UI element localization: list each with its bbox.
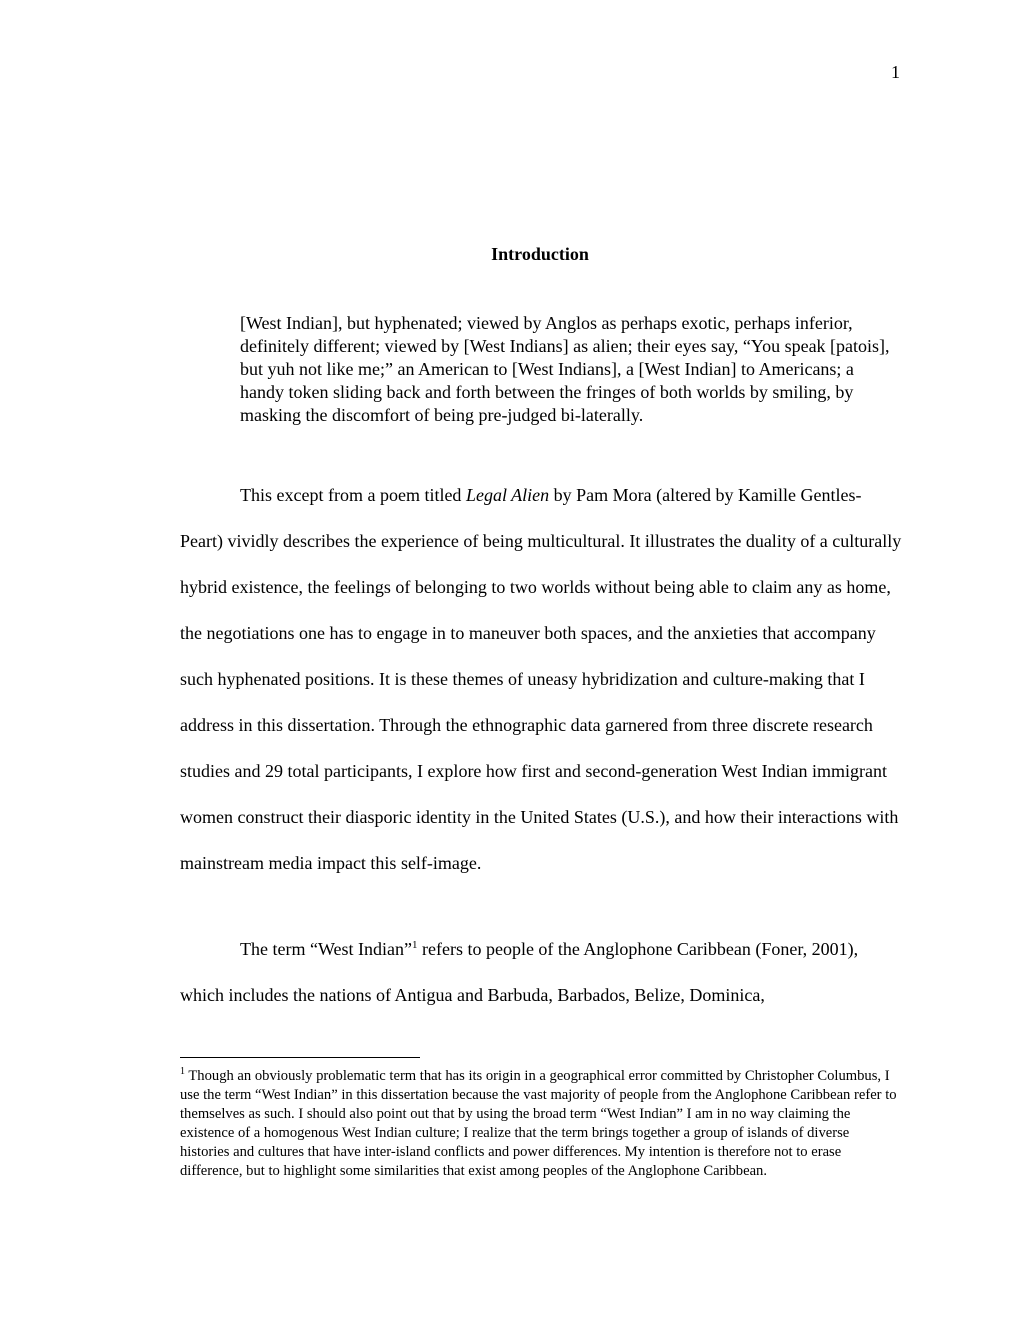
footnote-text: Though an obviously problematic term that has its origin in a geographical error committed by Christopher Columbus, I use the term “West Indian” in this dissertation because the vast majority of people from the Anglophone Caribbean refer to themselves as such. I should also point out that by using the broad term “West Indian” I am in no way claiming the existence of a homogenous West Indian culture; I realize that the term brings together a group of islands of diverse histories and cultures that have inter-island conflicts and power differences. My intention is therefore not to erase difference, but to highlight some similarities that exist among peoples of the Anglophone Caribbean. bbox=[180, 1068, 897, 1179]
footnote-reference[interactable]: 1 bbox=[411, 939, 418, 951]
body-paragraph-2 bbox=[180, 926, 902, 1018]
epigraph-quote: [West Indian], but hyphenated; viewed by Anglos as perhaps exotic, perhaps inferior, definitely different; viewed by [West Indians] as alien; their eyes say, “You speak [patois], but yuh not like me;” an American to [West Indians], a [West Indian] to Americans; a handy token sliding back and forth between the fringes of both worlds by smiling, by masking the discomfort of being pre-judged bi-laterally. bbox=[240, 313, 890, 425]
footnote bbox=[180, 1067, 902, 1181]
footnote-marker: 1 bbox=[180, 1066, 185, 1078]
poem-title: Legal Alien bbox=[465, 485, 550, 505]
paragraph-2-text-start: The term “West Indian” bbox=[240, 939, 412, 959]
paragraph-1-text-start: This except from a poem titled bbox=[240, 485, 466, 505]
footnote-divider bbox=[180, 1057, 420, 1058]
page-number: 1 bbox=[891, 62, 900, 82]
section-title: Introduction bbox=[491, 244, 589, 264]
body-paragraph-1 bbox=[180, 472, 902, 886]
paragraph-2-text-end: refers to people of the Anglophone Caribbean (Foner, 2001), which includes the nations of Antigua and Barbuda, Barbados, Belize, Dominica, bbox=[180, 939, 859, 1005]
paragraph-1-text-end: by Pam Mora (altered by Kamille Gentles-Peart) vividly describes the experience of being multicultural. It illustrates the duality of a culturally hybrid existence, the feelings of belonging to two worlds without being able to claim any as home, the negotiations one has to engage in to maneuver both spaces, and the anxieties that accompany such hyphenated positions. It is these themes of uneasy hybridization and culture-making that I address in this dissertation. Through the ethnographic data garnered from three discrete research studies and 29 total participants, I explore how first and second-generation West Indian immigrant women construct their diasporic identity in the United States (U.S.), and how their interactions with mainstream media impact this self-image. bbox=[180, 485, 902, 873]
